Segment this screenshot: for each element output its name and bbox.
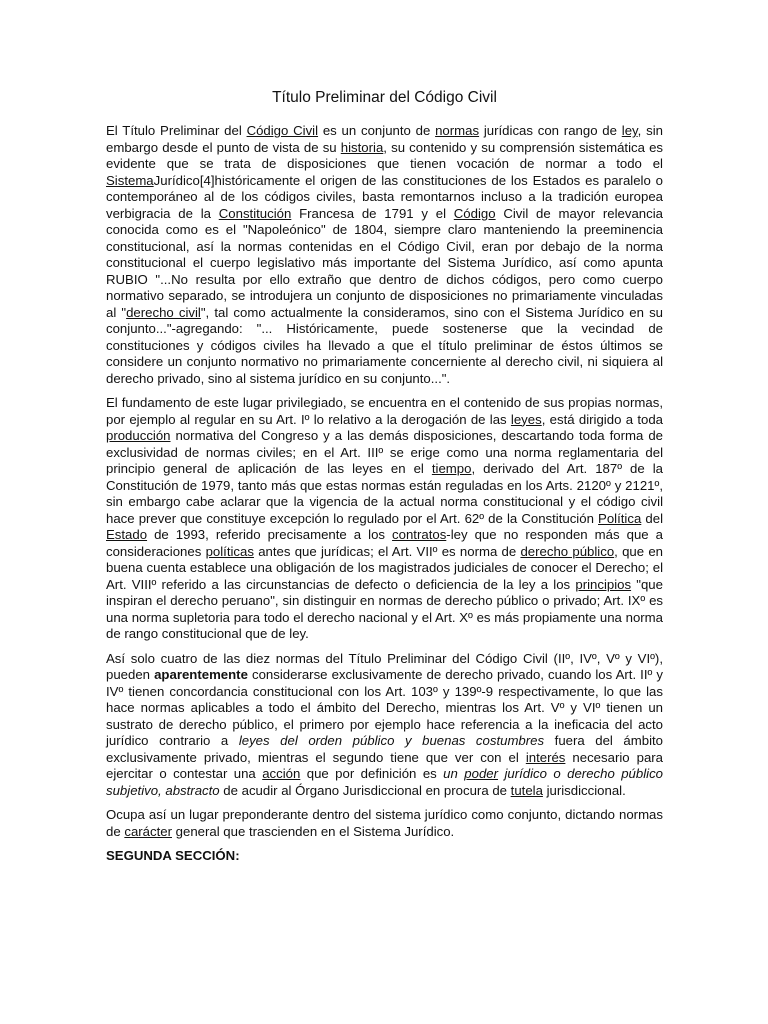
text-run: es un conjunto de xyxy=(318,123,436,138)
text-run: normativa del Congreso y a las demás disposiciones, descartando toda forma de exclusividad de normas civiles; en el Art. IIIº se erige como una norma reglamentaria del principio general de aplicación de las leyes en el xyxy=(106,428,663,476)
inline-link[interactable]: contratos xyxy=(392,527,447,542)
inline-link[interactable]: poder xyxy=(464,766,499,781)
inline-link[interactable]: tutela xyxy=(510,782,543,798)
text-run: que por definición es xyxy=(300,766,444,781)
text-run: Civil de mayor relevancia conocida como es el "Napoleónico" de 1804, siempre claro manteniendo la preeminencia constitucional, así la normas contenidas en el Código Civil, eran por debajo de la norma constitucional el cuerpo legislativo más importante del Sistema Jurídico, así como apunta RUBIO "...No resulta por ello extraño que dentro de dichos códigos, pero como cuerpo normativo separado, se introdujera un conjunto de disposiciones no primariamente vinculadas al " xyxy=(106,205,663,320)
section-heading: SEGUNDA SECCIÓN: xyxy=(106,848,240,863)
italic-text: leyes del orden público y buenas costumbres xyxy=(238,733,545,748)
text-run: "que inspiran el derecho peruano", sin distinguir en normas de derecho público o privado; Art. IXº es una norma supletoria para todo el derecho nacional y el Art. Xº es más propiamente una norma de rango constitucional que de ley. xyxy=(106,576,663,641)
inline-link[interactable]: Sistema xyxy=(106,172,154,188)
text-run: general que trascienden en el Sistema Jurídico. xyxy=(171,823,455,839)
text-run: El fundamento de este lugar privilegiado, se encuentra en el contenido de sus propias normas, por ejemplo al regular en su Art. Iº lo relativo a la derogación de las xyxy=(106,395,663,427)
body-paragraph xyxy=(106,395,663,643)
text-run: jurisdiccional. xyxy=(542,782,626,798)
document-body xyxy=(106,123,663,840)
body-paragraph xyxy=(106,807,663,840)
text-run: Francesa de 1791 y el xyxy=(291,205,454,221)
inline-link[interactable]: ley xyxy=(621,123,638,138)
inline-link[interactable]: Código Civil xyxy=(246,123,319,138)
text-run: del xyxy=(641,510,663,526)
inline-link[interactable]: tiempo xyxy=(431,461,472,476)
text-run: jurídicas con rango de xyxy=(479,123,622,138)
inline-link[interactable]: derecho civil xyxy=(126,304,201,320)
body-paragraph xyxy=(106,651,663,800)
body-paragraph xyxy=(106,123,663,387)
italic-text: jurídico o derecho público subjetivo, abstracto xyxy=(106,766,664,798)
inline-link[interactable]: leyes xyxy=(510,411,542,427)
text-run: Así solo cuatro de las diez normas del Título Preliminar del Código Civil (IIº, IVº, Vº y VIº), pueden xyxy=(106,650,663,682)
text-run: de acudir al Órgano Jurisdiccional en procura de xyxy=(219,782,511,798)
text-run: , está dirigido a toda xyxy=(541,411,663,427)
text-run: de 1993, referido precisamente a los xyxy=(147,527,393,542)
bold-text: aparentemente xyxy=(154,667,248,682)
text-run: necesario para ejercitar o contestar una xyxy=(106,749,664,781)
text-run: fuera del ámbito exclusivamente privado, mientras el segundo tiene que ver con el xyxy=(106,733,663,765)
inline-link[interactable]: acción xyxy=(262,766,301,781)
italic-text: un xyxy=(443,766,465,781)
inline-link[interactable]: historia xyxy=(340,139,384,155)
text-run: , derivado del Art. 187º de la Constitución de 1979, tanto más que estas normas están reguladas en los Arts. 2120º y 2121º, sin embargo cabe aclarar que la vigencia de la actual norma constitucional y el código civil hace prever que constituye excepción lo regulado por el Art. 62º de la Constitución xyxy=(106,461,663,526)
inline-link[interactable]: Código xyxy=(453,205,496,221)
text-run: ", tal como actualmente la consideramos, sino con el Sistema Jurídico en su conjunto..."-agregando: "... Históricamente, puede sostenerse que la vecindad de constituciones y códigos civiles ha llevado a que el título preliminar de éstos últimos se considere un conjunto normativo no primariamente concerniente al derecho civil, ni siquiera al derecho privado, sino al sistema jurídico en su conjunto...". xyxy=(106,304,664,386)
inline-link[interactable]: Constitución xyxy=(218,205,292,221)
text-run: , que en buena cuenta establece una obligación de los magistrados judiciales de conocer el Derecho; el Art. VIIIº referido a las circunstancias de defecto o deficiencia de la ley a los xyxy=(106,543,663,592)
inline-link[interactable]: interés xyxy=(525,749,566,765)
inline-link[interactable]: Estado xyxy=(106,527,148,542)
text-run: considerarse exclusivamente de derecho privado, cuando los Art. IIº y IVº tienen concordancia constitucional con los Art. 103º y 139º-9 respectivamente, lo que las hace normas aplicables a todo el ámbito del Derecho, mientras los Art. Vº y VIº tienen un sustrato de derecho público, el primero por ejemplo hace referencia a la ineficacia del acto jurídico contrario a xyxy=(106,667,664,748)
inline-link[interactable]: derecho público xyxy=(520,543,615,559)
text-run: Ocupa así un lugar preponderante dentro del sistema jurídico como conjunto, dictando normas de xyxy=(106,807,663,839)
document-title: Título Preliminar del Código Civil xyxy=(272,89,497,106)
text-run: , sin embargo desde el punto de vista de su xyxy=(106,123,663,155)
inline-link[interactable]: principios xyxy=(575,576,632,592)
inline-link[interactable]: Política xyxy=(598,510,642,526)
inline-link[interactable]: carácter xyxy=(124,823,172,839)
text-run: , su contenido y su comprensión sistemática es evidente que se trata de disposiciones que tienen vocación de normar a todo el xyxy=(106,139,663,171)
document-page xyxy=(106,88,663,865)
text-run: antes que jurídicas; el Art. VIIº es norma de xyxy=(253,543,521,559)
text-run: Jurídico[4]históricamente el origen de las constituciones de los Estados es paralelo o contemporáneo al de los códigos civiles, basta remontarnos incluso a la tradición europea verbigracia de la xyxy=(106,172,663,221)
inline-link[interactable]: normas xyxy=(435,123,480,138)
inline-link[interactable]: producción xyxy=(106,428,171,443)
text-run: -ley que no responden más que a consideraciones xyxy=(106,527,663,559)
inline-link[interactable]: políticas xyxy=(205,543,254,559)
text-run: El Título Preliminar del xyxy=(106,123,247,138)
